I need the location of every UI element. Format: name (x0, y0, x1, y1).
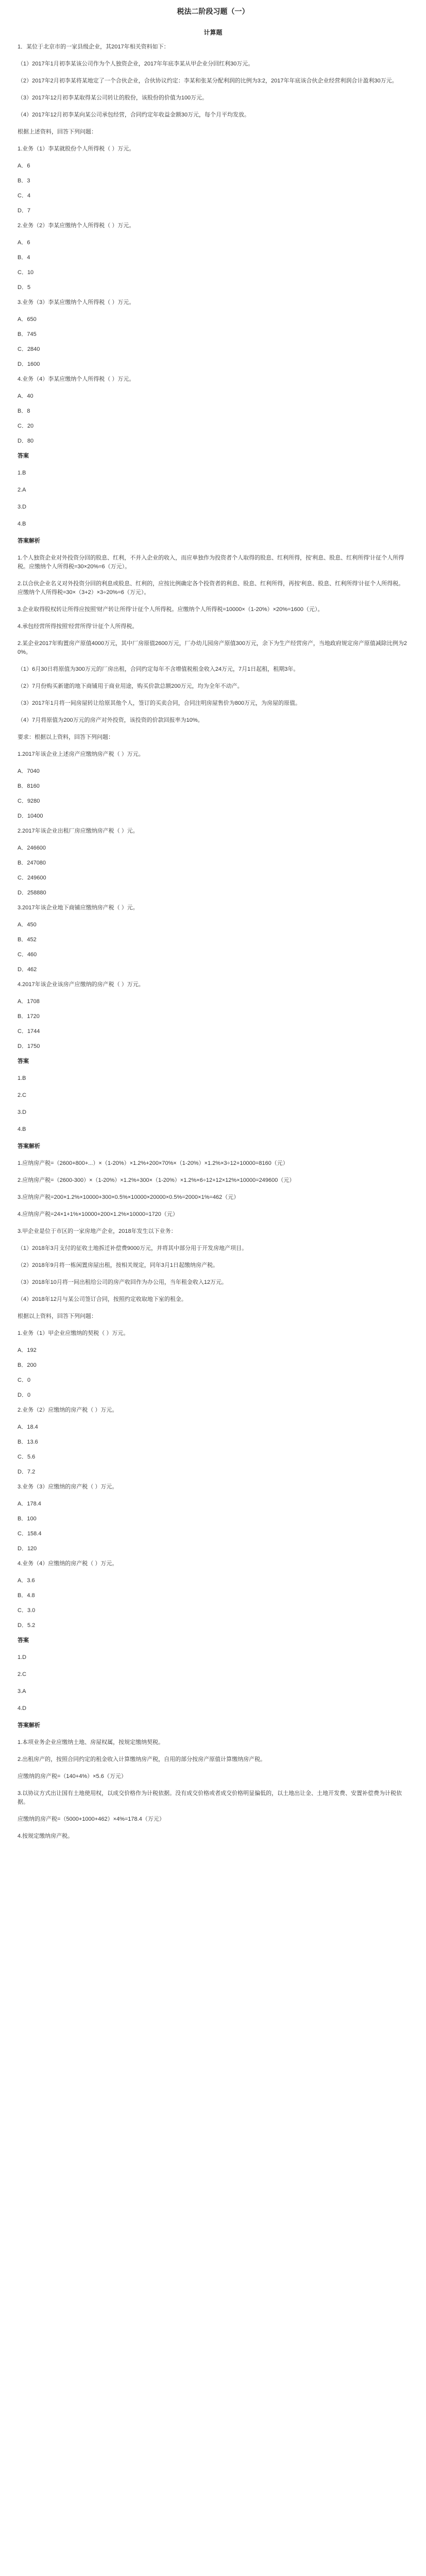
document-line: B．8160 (18, 783, 40, 789)
document-line: 1.2017年该企业上述房产应缴纳房产税（ ）万元。 (18, 751, 144, 757)
document-line: 2.以合伙企业名义对外投资分回的利息或股息、红利的，应按比例确定各个投资者的利息、股息、红利所得，再按'利息、股息、红利所得'计征个人所得税。应缴纳个人所得税=30×（3+2）×3÷20%=6（万元）。 (18, 581, 404, 596)
document-line: 答案解析 (18, 1143, 40, 1149)
document-line: C．460 (18, 952, 37, 958)
document-line: C．2840 (18, 346, 40, 352)
document-line: （2）2017年2月初李某将某地定了一个合伙企业，合伙协议约定：李某和张某分配利润的比例为3:2，2017年年底该合伙企业经营利润合计盈利30万元。 (18, 78, 398, 84)
document-line: C．3.0 (18, 1607, 36, 1614)
document-line: 3.2017年该企业地下商铺应缴纳房产税（ ）元。 (18, 905, 139, 911)
document-line: A．7040 (18, 768, 40, 774)
document-line: （4）7月将原值为200万元的房产对外投资，该投资的价款回报率为10%。 (18, 717, 203, 723)
document-line: C．4 (18, 193, 31, 199)
document-line: D．10400 (18, 813, 43, 819)
document-line: 2.C (18, 1092, 27, 1098)
document-line: （4）2017年12月初李某向某公司承包经营，合同约定年收益金额30万元，每个月平均发放。 (18, 112, 250, 118)
document-line: 4.承包经营所得按照'经营所得'计征个人所得税。 (18, 623, 138, 630)
document-line: A．192 (18, 1347, 37, 1353)
document-line: A．246600 (18, 845, 46, 851)
document-line: 2.A (18, 487, 26, 493)
document-line: （1）2018年3月支付的征收土地拆迁补偿费9000万元，并将其中部分用于开发房地产项目。 (18, 1245, 248, 1251)
document-line: 3.D (18, 504, 27, 510)
document-line: B．1720 (18, 1013, 40, 1020)
document-line: C．5.6 (18, 1454, 36, 1460)
document-line: 答案解析 (18, 1722, 40, 1728)
document-line: 4.B (18, 521, 26, 527)
document-line: （2）7月份购买新建的地下商铺用于商业用途，购买价款总额200万元，均为全年不动产。 (18, 683, 243, 689)
document-line: A．650 (18, 316, 37, 323)
document-line: 答案 (18, 1058, 29, 1064)
document-line: B．4 (18, 255, 30, 261)
document-content (18, 43, 408, 1841)
document-line: A．18.4 (18, 1424, 38, 1430)
document-line: C．9280 (18, 798, 40, 804)
document-line: 4.按规定缴纳房产税。 (18, 1833, 74, 1839)
document-line: 2.C (18, 1671, 27, 1677)
document-line: 1.B (18, 1075, 26, 1081)
document-line: C．249600 (18, 875, 46, 881)
document-line: D．80 (18, 438, 34, 444)
document-line: 1.应纳房产税=（2600+800+...）×（1-20%）×1.2%+200×70%×（1-20%）×1.2%×3÷12+10000=8160（元） (18, 1160, 288, 1166)
document-line: D．0 (18, 1392, 31, 1398)
document-line: 要求：根据以上资料，回答下列问题： (18, 734, 114, 740)
document-line: 2.2017年该企业出租厂房应缴纳房产税（ ）元。 (18, 828, 139, 834)
document-line: 根据上述资料，回答下列问题： (18, 129, 97, 135)
document-line: 1．某位于北京市的一家县级企业，其2017年相关资料如下： (18, 44, 169, 50)
document-line: 3.甲企业是位于市区的一家房地产企业，2018年发生以下业务： (18, 1228, 177, 1234)
document-line: 1.个人独资企业对外投资分回的股息、红利，不并入企业的收入，而应单独作为投资者个人取得的股息、红利所得，按'利息、股息、红利所得'计征个人所得税。应缴纳个人所得税=30×20%=6（万元）。 (18, 555, 404, 570)
document-line: 4.2017年该企业该房产应缴纳的房产税（ ）万元。 (18, 981, 144, 988)
document-line: B．100 (18, 1516, 37, 1522)
document-line: D．120 (18, 1546, 37, 1552)
document-line: C．0 (18, 1377, 31, 1383)
document-line: 1.D (18, 1654, 27, 1660)
document-line: （3）2018年10月将一间出租给公司的房产收回作为办公用，当年租金收入12万元。 (18, 1279, 228, 1285)
document-line: A．40 (18, 393, 33, 399)
document-line: （1）2017年1月初李某该公司作为个人独资企业，2017年年底李某从甲企业分回红利30万元。 (18, 61, 254, 67)
document-line: A．3.6 (18, 1578, 35, 1584)
document-line: B．745 (18, 331, 37, 337)
document-line: （1）6月30日将原值为300万元的厂房出租，合同约定每年不含增值税租金收入24万元，7月1日起租，租期3年。 (18, 666, 299, 672)
document-line: C．10 (18, 269, 34, 276)
document-line: 4.B (18, 1126, 26, 1132)
document-line: 3.以协议方式出让国有土地使用权，以成交价格作为计税依据。没有成交价格或者成交价格明显偏低的，以土地出让金、土地开发费、安置补偿费为计税依据。 (18, 1790, 402, 1805)
document-line: B．8 (18, 408, 30, 414)
document-line: 3.业务（3）李某应缴纳个人所得税（ ）万元。 (18, 299, 135, 306)
document-line: 答案 (18, 453, 29, 459)
document-line: （2）2018年9月将一栋闲置房屋出租，按相关规定，同年3月1日起缴纳房产税。 (18, 1262, 218, 1268)
document-line: 3.D (18, 1109, 27, 1115)
document-line: B．4.8 (18, 1592, 35, 1599)
document-line: D．1600 (18, 361, 40, 367)
document-line: （3）2017年12月初李某取得某公司转让的股份，该股份的价值为100万元。 (18, 95, 208, 101)
document-line: 根据以上资料，回答下列问题： (18, 1313, 97, 1319)
document-line: 2.业务（2）应缴纳的房产税（ ）万元。 (18, 1407, 118, 1413)
document-line: D．462 (18, 967, 37, 973)
document-line: B．247080 (18, 860, 46, 866)
document-line: 2.应纳房产税=（2600-300）×（1-20%）×1.2%+300×（1-20%）×1.2%×6÷12+12×12%×10000=249600（元） (18, 1177, 295, 1183)
section-title: 计算题 (203, 29, 223, 36)
document-line: 1.业务（1）李某就股份个人所得税（ ）万元。 (18, 146, 135, 152)
document-line: D．1750 (18, 1043, 40, 1049)
document-line: A．178.4 (18, 1501, 41, 1507)
document-line: 4.业务（4）李某应缴纳个人所得税（ ）万元。 (18, 376, 135, 382)
document-line: 3.企业取得股权转让所得应按照'财产转让所得'计征个人所得税。应缴纳个人所得税=10000×（1-20%）×20%=1600（元）。 (18, 606, 323, 613)
document-line: A．6 (18, 240, 30, 246)
document-line: 答案 (18, 1637, 29, 1643)
document-line: 3.应纳房产税=200×1.2%×10000+300×0.5%×10000×20000×0.5%=2000×1%=462（元） (18, 1194, 240, 1200)
document-line: B．200 (18, 1362, 37, 1368)
document-line: 4.D (18, 1705, 27, 1711)
document-line: C．1744 (18, 1028, 40, 1035)
document-line: D．5.2 (18, 1622, 36, 1629)
document-line: 答案解析 (18, 538, 40, 544)
document-line: 2.出租房产的，按照合同约定的租金收入计算缴纳房产税，自用的部分按房产原值计算缴纳房产税。 (18, 1756, 266, 1762)
document-line: C．158.4 (18, 1531, 42, 1537)
document-line: 1.B (18, 470, 26, 476)
document-line: C．20 (18, 423, 34, 429)
document-line: 4.业务（4）应缴纳的房产税（ ）万元。 (18, 1561, 118, 1567)
document-line: B．13.6 (18, 1439, 38, 1445)
document-line: D．7.2 (18, 1469, 36, 1475)
document-line: 3.业务（3）应缴纳的房产税（ ）万元。 (18, 1484, 118, 1490)
document-line: 2.某企业2017年购置房产原值4000万元，其中厂房原值2600万元，厂办幼儿园房产原值300万元，余下为生产经营房产，当地政府规定房产原值减除比例为20%。 (18, 640, 407, 655)
document-line: 2.业务（2）李某应缴纳个人所得税（ ）万元。 (18, 223, 135, 229)
document-line: D．7 (18, 208, 31, 214)
document-line: A．1708 (18, 998, 40, 1005)
document-line: 应缴纳的房产税=（5000+1000+462）×4%=178.4（万元） (18, 1816, 165, 1822)
document-title: 税法二阶段习题（一） (177, 7, 249, 15)
document-line: B．452 (18, 937, 37, 943)
document-line: B．3 (18, 178, 30, 184)
document-line: 应缴纳的房产税=（140+4%）×5.6（万元） (18, 1773, 127, 1780)
document-line: 1.业务（1）甲企业应缴纳的契税（ ）万元。 (18, 1330, 129, 1336)
document-line: D．5 (18, 284, 31, 291)
document-line: 1.本项业务企业应缴纳土地、房屋权属，按规定缴纳契税。 (18, 1739, 164, 1745)
document-line: A．6 (18, 163, 30, 169)
document-line: （3）2017年1月将一间房屋转让给原其他个人，签订的买卖合同，合同注明房屋售价为800万元，为房屋的原值。 (18, 700, 301, 706)
document-line: D．258880 (18, 890, 46, 896)
document-line: 3.A (18, 1688, 26, 1694)
document-line: （4）2018年12月与某公司签订合同，按照约定收取地下室的租金。 (18, 1296, 187, 1302)
document-line: A．450 (18, 922, 37, 928)
document-line: 4.应纳房产税=24×1+1%×10000+200×1.2%×10000=1720（元） (18, 1211, 178, 1217)
